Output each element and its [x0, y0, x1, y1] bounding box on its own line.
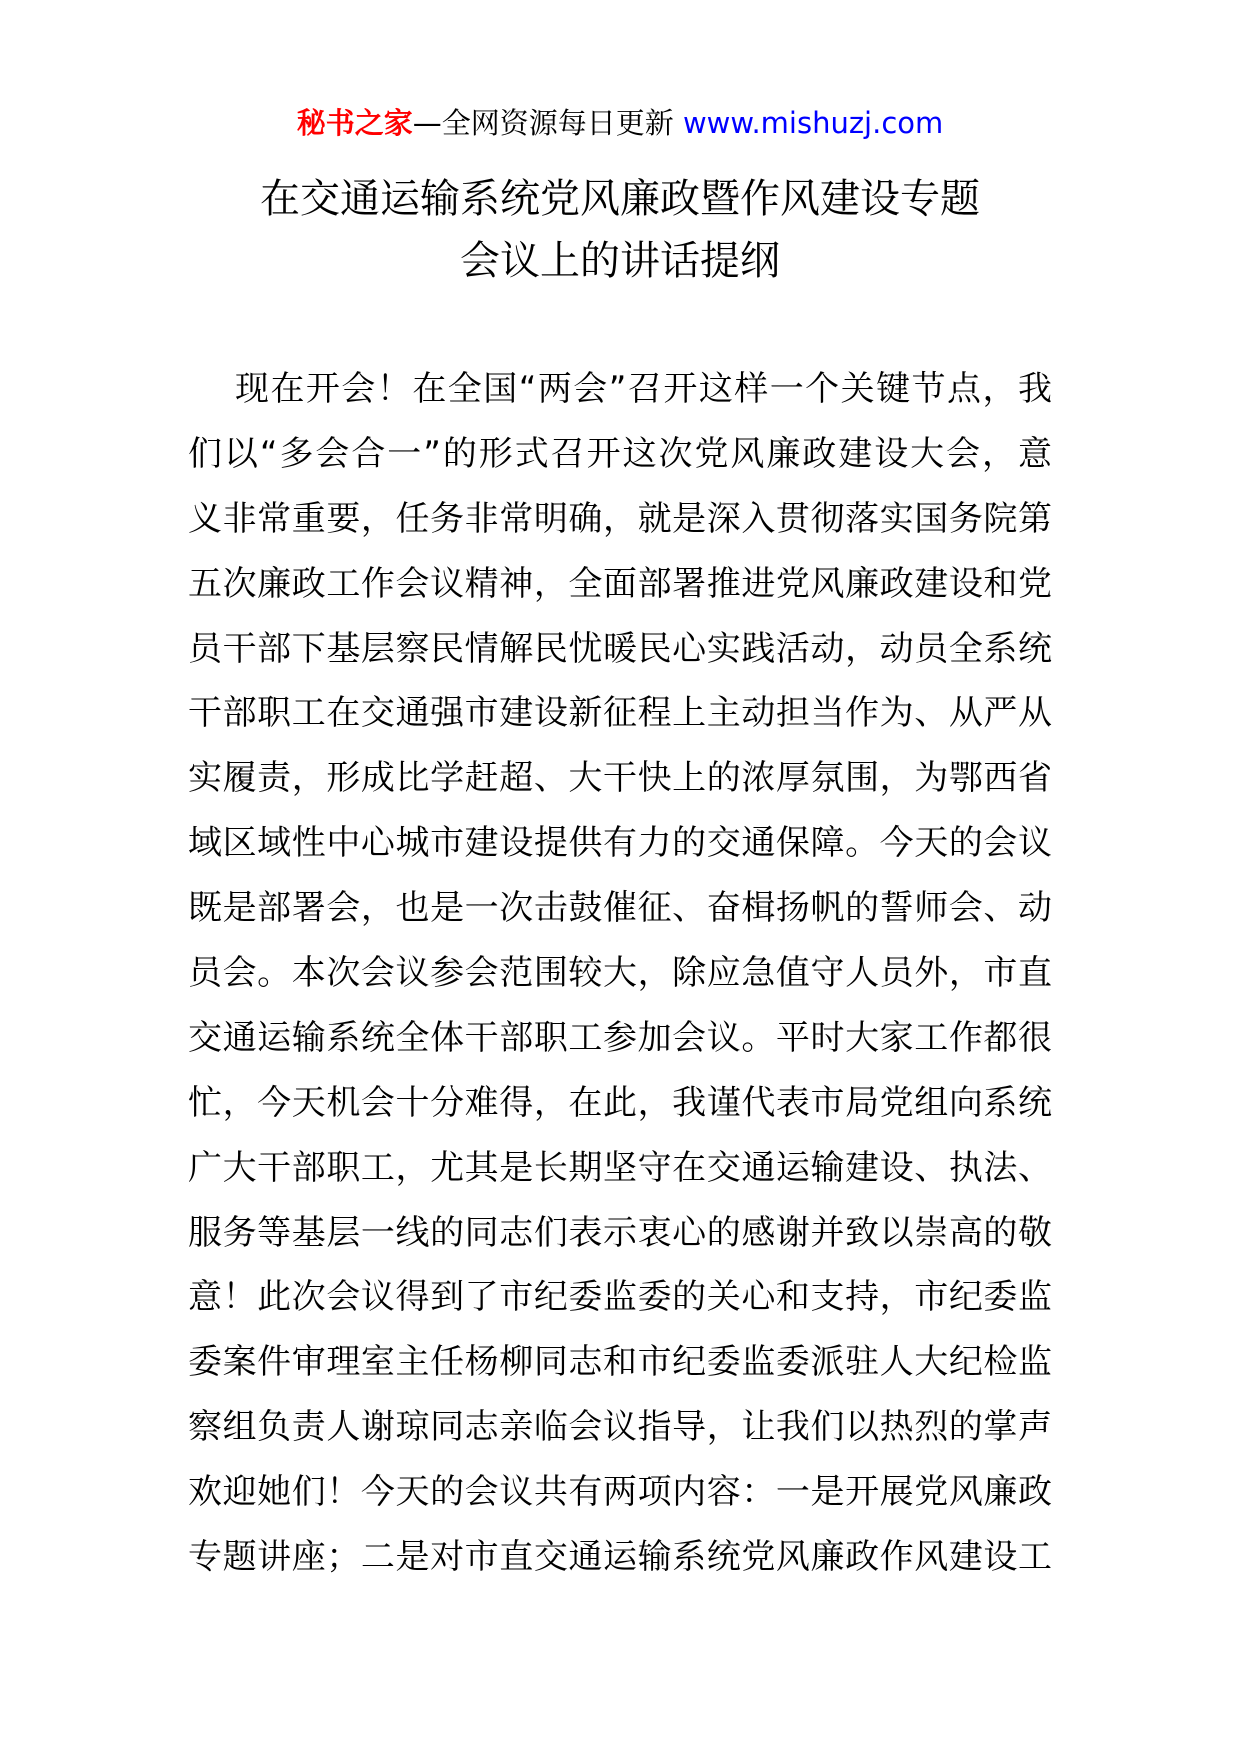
- body-line: 实履责，形成比学赶超、大干快上的浓厚氛围，为鄂西省: [188, 758, 1052, 799]
- site-tagline: —全网资源每日更新: [412, 106, 674, 140]
- document-title: [0, 168, 1240, 292]
- body-line: 欢迎她们！今天的会议共有两项内容：一是开展党风廉政: [188, 1472, 1052, 1513]
- body-line: 委案件审理室主任杨柳同志和市纪委监委派驻人大纪检监: [188, 1342, 1052, 1383]
- body-line: 干部职工在交通强市建设新征程上主动担当作为、从严从: [188, 693, 1052, 734]
- body-line: 广大干部职工，尤其是长期坚守在交通运输建设、执法、: [188, 1147, 1052, 1188]
- body-line: 五次廉政工作会议精神，全面部署推进党风廉政建设和党: [188, 563, 1052, 604]
- site-brand: 秘书之家: [296, 106, 413, 140]
- body-line: 忙，今天机会十分难得，在此，我谨代表市局党组向系统: [188, 1082, 1052, 1123]
- body-line: 义非常重要，任务非常明确，就是深入贯彻落实国务院第: [188, 498, 1052, 539]
- body-line: 现在开会！在全国“两会”召开这样一个关键节点，我: [235, 369, 1052, 409]
- document-body: [188, 357, 1052, 1590]
- body-line: 员会。本次会议参会范围较大，除应急值守人员外，市直: [188, 953, 1052, 994]
- body-line: 察组负责人谢琼同志亲临会议指导，让我们以热烈的掌声: [188, 1407, 1052, 1448]
- body-line: 交通运输系统全体干部职工参加会议。平时大家工作都很: [188, 1017, 1052, 1058]
- title-line-2: 会议上的讲话提纲: [460, 238, 780, 284]
- body-line: 域区域性中心城市建设提供有力的交通保障。今天的会议: [188, 823, 1052, 864]
- body-line: 服务等基层一线的同志们表示衷心的感谢并致以崇高的敬: [188, 1212, 1052, 1253]
- body-line: 员干部下基层察民情解民忧暖民心实践活动，动员全系统: [188, 628, 1052, 669]
- site-url-link[interactable]: www.mishuzj.com: [682, 106, 944, 140]
- title-line-1: 在交通运输系统党风廉政暨作风建设专题: [260, 176, 980, 222]
- body-line: 既是部署会，也是一次击鼓催征、奋楫扬帆的誓师会、动: [188, 888, 1052, 929]
- body-line: 专题讲座；二是对市直交通运输系统党风廉政作风建设工: [188, 1537, 1052, 1578]
- body-line: 们以“多会合一”的形式召开这次党风廉政建设大会，意: [188, 433, 1052, 474]
- body-line: 意！此次会议得到了市纪委监委的关心和支持，市纪委监: [188, 1277, 1052, 1318]
- site-header: [0, 103, 1240, 143]
